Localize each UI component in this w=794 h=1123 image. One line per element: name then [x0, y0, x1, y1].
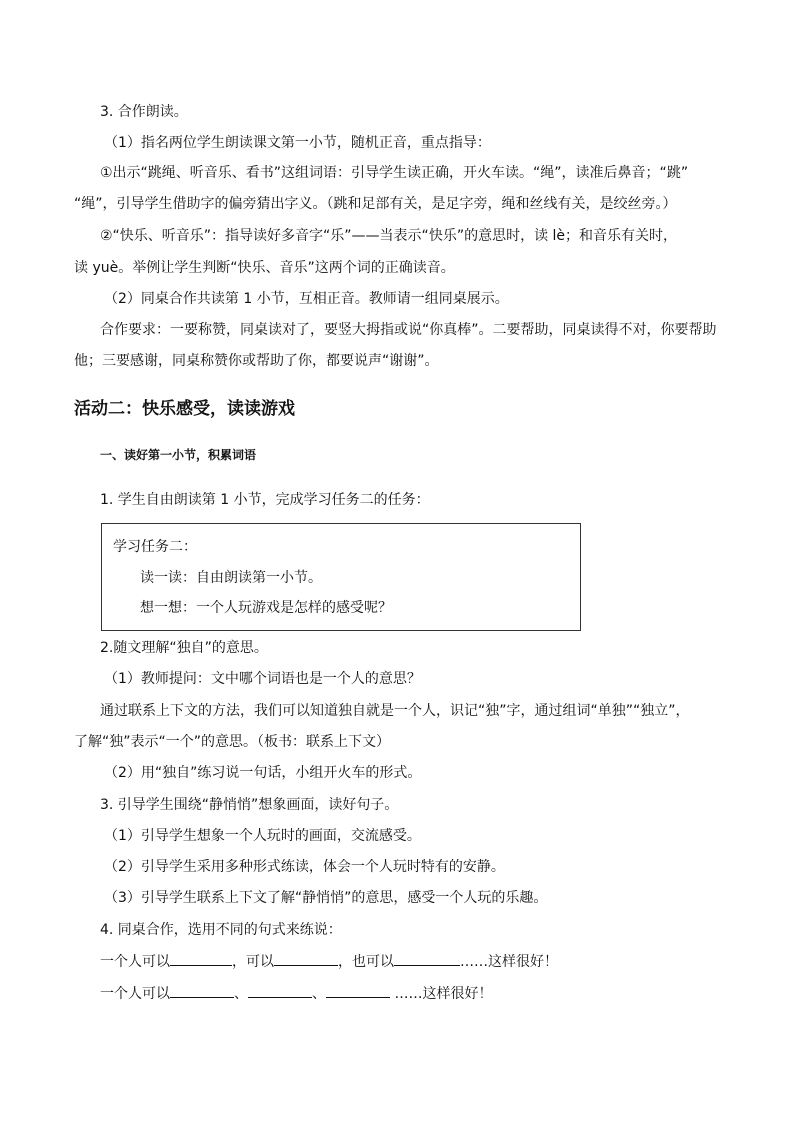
- fill-blank-3: [394, 951, 460, 966]
- section-3-item-1-b-cont: 读 yuè。举例让学生判断“快乐、音乐”这两个词的正确读音。: [74, 260, 455, 276]
- step-2: 2.随文理解“独自”的意思。: [100, 640, 268, 656]
- sentence-1-part-a: 一个人可以: [100, 954, 170, 970]
- sentence-2-part-c: 、: [312, 986, 326, 1002]
- sentence-pattern-2: [100, 983, 794, 1004]
- sentence-1-part-d: ……这样很好！: [460, 954, 558, 970]
- section-3-item-1-a: ①出示“跳绳、听音乐、看书”这组词语：引导学生读正确，开火车读。“绳”，读准后鼻音；“跳”: [100, 165, 689, 181]
- section-3-item-1: （1）指名两位学生朗读课文第一小节，随机正音，重点指导：: [104, 135, 491, 151]
- step-3-item-1: （1）引导学生想象一个人玩时的画面，交流感受。: [104, 828, 421, 844]
- cooperation-requirements: 合作要求：一要称赞，同桌读对了，要竖大拇指或说“你真棒”。二要帮助，同桌读得不对，你要帮助: [100, 322, 717, 338]
- sentence-2-part-b: 、: [234, 986, 248, 1002]
- step-2-explanation: 通过联系上下文的方法，我们可以知道独自就是一个人，识记“独”字，通过组词“单独”“独立”，: [100, 703, 690, 719]
- step-2-item-2: （2）用“独自”练习说一句话，小组开火车的形式。: [104, 765, 422, 781]
- cooperation-requirements-cont: 他；三要感谢，同桌称赞你或帮助了你，都要说声“谢谢”。: [74, 353, 439, 369]
- section-3-title: 3. 合作朗读。: [100, 104, 188, 120]
- step-1: 1. 学生自由朗读第 1 小节，完成学习任务二的任务：: [100, 492, 430, 508]
- fill-blank-5: [248, 983, 312, 998]
- step-4: 4. 同桌合作，选用不同的句式来练说：: [100, 922, 342, 938]
- step-2-item-1: （1）教师提问：文中哪个词语也是一个人的意思？: [104, 671, 421, 687]
- fill-blank-6: [326, 983, 390, 998]
- section-3-item-1-a-cont: “绳”，引导学生借助字的偏旁猜出字义。（跳和足部有关，是足字旁，绳和丝线有关，是绞丝旁。）: [74, 196, 677, 212]
- step-3-item-2: （2）引导学生采用多种形式练读，体会一个人玩时特有的安静。: [104, 859, 505, 875]
- section-3-item-1-b: ②“快乐、听音乐”：指导读好多音字“乐”——当表示“快乐”的意思时，读 lè；和音乐有关时，: [100, 228, 678, 244]
- learning-task-box: [101, 523, 581, 631]
- fill-blank-2: [274, 951, 338, 966]
- step-2-explanation-cont: 了解“独”表示“一个”的意思。（板书：联系上下文）: [74, 734, 391, 750]
- activity-two-heading: 活动二：快乐感受，读读游戏: [74, 399, 295, 419]
- step-3-item-3: （3）引导学生联系上下文了解“静悄悄”的意思，感受一个人玩的乐趣。: [104, 890, 548, 906]
- fill-blank-1: [170, 951, 232, 966]
- task-box-read: 读一读：自由朗读第一小节。: [140, 570, 322, 586]
- task-box-think: 想一想：一个人玩游戏是怎样的感受呢？: [140, 600, 392, 616]
- sub-heading-one: 一、读好第一小节，积累词语: [100, 448, 257, 462]
- step-3: 3. 引导学生围绕“静悄悄”想象画面，读好句子。: [100, 797, 399, 813]
- section-3-item-2: （2）同桌合作共读第 1 小节，互相正音。教师请一组同桌展示。: [104, 291, 509, 307]
- sentence-2-part-d: ……这样很好！: [390, 986, 493, 1002]
- sentence-pattern-1: [100, 951, 794, 972]
- sentence-2-part-a: 一个人可以: [100, 986, 170, 1002]
- sentence-1-part-b: ，可以: [232, 954, 274, 970]
- fill-blank-4: [170, 983, 234, 998]
- sentence-1-part-c: ，也可以: [338, 954, 394, 970]
- task-box-title: 学习任务二：: [113, 539, 197, 555]
